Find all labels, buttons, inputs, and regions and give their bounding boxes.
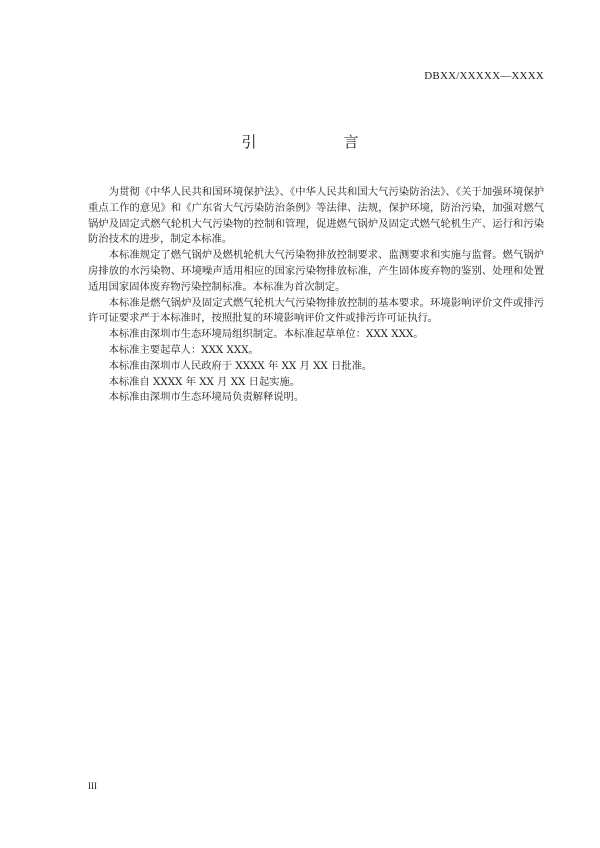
- body-text: [88, 185, 544, 406]
- page-number: III: [88, 781, 97, 791]
- paragraph-requirements: 本标准是燃气锅炉及固定式燃气轮机大气污染物排放控制的基本要求。环境影响评价文件或排污许可证要求严于本标准时，按照批复的环境影响评价文件或排污许可证执行。: [88, 296, 544, 325]
- paragraph-approval: 本标准由深圳市人民政府于 XXXX 年 XX 月 XX 日批准。: [108, 359, 373, 372]
- paragraph-purpose: 为贯彻《中华人民共和国环境保护法》、《中华人民共和国大气污染防治法》、《关于加强环境保护重点工作的意见》和《广东省大气污染防治条例》等法律、法规，保护环境，防治污染，加强对燃气锅炉及固定式燃气轮机大气污染物的控制和管理，促进燃气锅炉及固定式燃气轮机生产、运行和污染防治技术的进步，制定本标准。: [88, 186, 544, 246]
- paragraph-organizer: 本标准由深圳市生态环境局组织制定。本标准起草单位：XXX XXX。: [108, 328, 424, 341]
- document-code: DBXX/XXXXX—XXXX: [424, 70, 544, 82]
- paragraph-scope: 本标准规定了燃气锅炉及燃机轮机大气污染物排放控制要求、监测要求和实施与监督。燃气锅炉房排放的水污染物、环境噪声适用相应的国家污染物排放标准，产生固体废弃物的鉴别、处理和处置适用国家固体废弃物污染控制标准。本标准为首次制定。: [88, 249, 544, 293]
- paragraph-drafters: 本标准主要起草人：XXX XXX。: [108, 343, 259, 356]
- paragraph-interpretation: 本标准由深圳市生态环境局负责解释说明。: [108, 391, 305, 404]
- page-title: 引 言: [241, 133, 395, 151]
- paragraph-effective-date: 本标准自 XXXX 年 XX 月 XX 日起实施。: [108, 375, 301, 388]
